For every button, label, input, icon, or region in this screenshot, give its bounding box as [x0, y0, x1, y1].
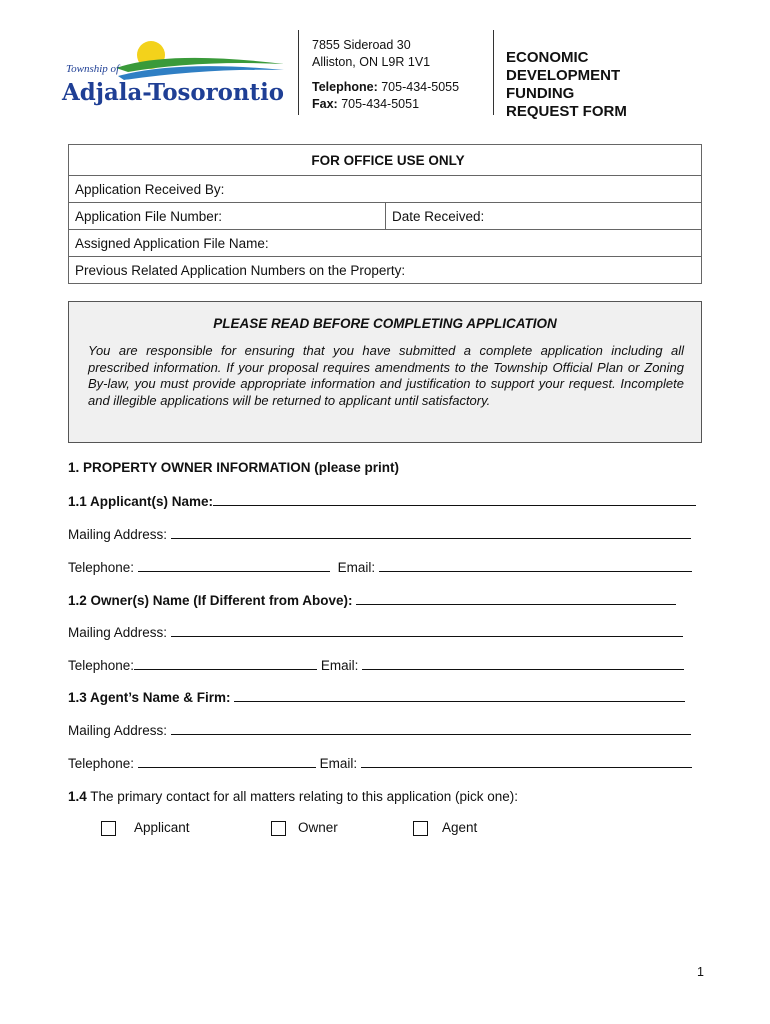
header-divider-left — [298, 30, 299, 115]
telephone-line — [312, 79, 459, 96]
assigned-name-field[interactable]: Assigned Application File Name: — [69, 230, 702, 257]
form-title-line: DEVELOPMENT — [506, 67, 621, 84]
township-logo — [58, 38, 288, 108]
applicant-email-input[interactable] — [379, 559, 692, 572]
email-label: Email: — [337, 560, 376, 575]
owner-checkbox[interactable] — [271, 821, 286, 836]
primary-contact-text: The primary contact for all matters relating to this application (pick one): — [90, 789, 518, 804]
telephone-label: Telephone: — [68, 560, 135, 575]
file-number-field[interactable]: Application File Number: — [69, 203, 386, 230]
page-number: 1 — [697, 965, 704, 979]
applicant-telephone-input[interactable] — [138, 559, 330, 572]
owner-name-label: 1.2 Owner(s) Name (If Different from Above): — [68, 593, 353, 608]
office-use-table — [68, 144, 702, 284]
agent-name-label: 1.3 Agent’s Name & Firm: — [68, 690, 231, 705]
section-1-heading: 1. PROPERTY OWNER INFORMATION (please print) — [68, 460, 400, 475]
agent-option-label: Agent — [442, 820, 478, 835]
agent-mailing-input[interactable] — [171, 722, 691, 735]
logo-name-text: Adjala-Tosorontio — [61, 79, 284, 106]
mailing-address-label: Mailing Address: — [68, 625, 168, 640]
telephone-label: Telephone: — [68, 756, 135, 771]
applicant-contact-row — [68, 559, 692, 575]
address-line-2: Alliston, ON L9R 1V1 — [312, 54, 431, 69]
primary-contact-row — [68, 789, 518, 804]
form-title-line: FUNDING — [506, 85, 575, 102]
date-received-field[interactable]: Date Received: — [386, 203, 702, 230]
mailing-address-label: Mailing Address: — [68, 527, 168, 542]
notice-box — [68, 301, 702, 443]
header-divider-right — [493, 30, 494, 115]
office-use-heading: FOR OFFICE USE ONLY — [69, 145, 702, 176]
address-line-1: 7855 Sideroad 30 — [312, 38, 411, 52]
received-by-field[interactable]: Application Received By: — [69, 176, 702, 203]
telephone-label: Telephone: — [312, 80, 378, 94]
applicant-option-label: Applicant — [134, 820, 190, 835]
applicant-name-row — [68, 493, 696, 509]
fax-value: 705-434-5051 — [341, 96, 420, 111]
form-title-line: REQUEST FORM — [506, 103, 627, 120]
owner-mailing-input[interactable] — [171, 624, 683, 637]
telephone-label: Telephone: — [68, 658, 135, 673]
applicant-name-input[interactable] — [213, 493, 696, 506]
primary-contact-number: 1.4 — [68, 789, 87, 804]
option-applicant[interactable] — [101, 820, 190, 836]
owner-name-row — [68, 592, 676, 608]
owner-option-label: Owner — [298, 820, 338, 835]
agent-name-row — [68, 689, 685, 705]
agent-mailing-row — [68, 722, 691, 738]
owner-email-input[interactable] — [362, 657, 684, 670]
applicant-mailing-input[interactable] — [171, 526, 691, 539]
logo-graphic — [58, 38, 288, 108]
owner-contact-row — [68, 657, 684, 673]
mailing-address-label: Mailing Address: — [68, 723, 168, 738]
notice-body: You are responsible for ensuring that you have submitted a complete application including all prescribed information. If your proposal requires amendments to the Township Official Plan or Zoning By-law, you must provide appropriate information and justification to support your request. Incomplete and illegible applications will be returned to applicant until satisfactory. — [88, 343, 684, 408]
telephone-value: 705-434-5055 — [381, 80, 460, 94]
option-owner[interactable] — [271, 820, 338, 836]
notice-heading: PLEASE READ BEFORE COMPLETING APPLICATION — [213, 316, 557, 331]
form-title-line: ECONOMIC — [506, 49, 589, 66]
agent-telephone-input[interactable] — [138, 755, 316, 768]
owner-name-input[interactable] — [356, 592, 676, 605]
email-label: Email: — [320, 658, 359, 673]
agent-email-input[interactable] — [361, 755, 692, 768]
fax-line — [312, 96, 459, 113]
applicant-mailing-row — [68, 526, 691, 542]
previous-numbers-field[interactable]: Previous Related Application Numbers on the Property: — [69, 257, 702, 284]
owner-telephone-input[interactable] — [134, 657, 317, 670]
option-agent[interactable] — [413, 820, 477, 836]
logo-township-text: Township of — [66, 63, 120, 75]
applicant-checkbox[interactable] — [101, 821, 116, 836]
owner-mailing-row — [68, 624, 683, 640]
fax-label: Fax: — [312, 96, 338, 111]
agent-checkbox[interactable] — [413, 821, 428, 836]
form-title — [506, 49, 627, 121]
email-label: Email: — [319, 756, 358, 771]
address-block — [312, 37, 459, 112]
agent-name-input[interactable] — [234, 689, 685, 702]
applicant-name-label: 1.1 Applicant(s) Name: — [68, 494, 214, 509]
agent-contact-row — [68, 755, 692, 771]
